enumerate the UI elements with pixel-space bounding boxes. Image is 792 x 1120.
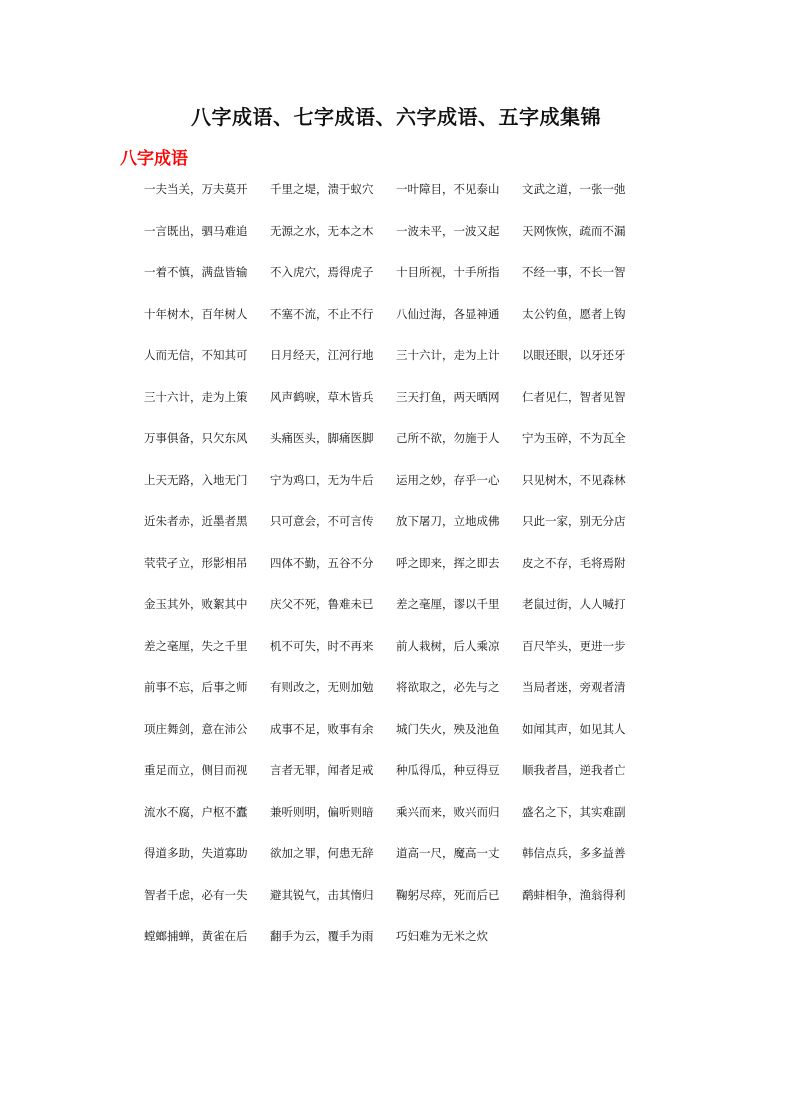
idiom-item: 差之毫厘，谬以千里: [396, 597, 500, 611]
idiom-item: 一叶障目，不见泰山: [396, 182, 500, 196]
idiom-item: 避其锐气，击其惰归: [270, 887, 374, 902]
idiom-item: 机不可失，时不再来: [270, 638, 374, 653]
idiom-item: 韩信点兵，多多益善: [522, 846, 626, 860]
idiom-item: 三十六计，走为上计: [396, 348, 500, 362]
idiom-item: 差之毫厘，失之千里: [144, 638, 248, 653]
idiom-item: 无源之水，无本之木: [270, 223, 374, 238]
idiom-item: 三天打鱼，两天晒网: [396, 389, 500, 404]
idiom-item: 头痛医头，脚痛医脚: [270, 431, 374, 445]
idiom-item: 乘兴而来，败兴而归: [396, 804, 500, 819]
idiom-item: 鞠躬尽瘁，死而后已: [396, 887, 500, 902]
idiom-item: 八仙过海，各显神通: [396, 306, 500, 321]
idiom-item: 鹬蚌相争，渔翁得利: [522, 887, 626, 902]
idiom-item: 言者无罪，闻者足戒: [270, 763, 374, 777]
idiom-item: 只见树木，不见森林: [522, 472, 626, 487]
idiom-item: 运用之妙，存乎一心: [396, 472, 500, 487]
idiom-grid: [144, 176, 644, 965]
idiom-item: 重足而立，侧目而视: [144, 763, 248, 777]
idiom-item: 庆父不死，鲁难未已: [270, 597, 374, 611]
idiom-item: 欲加之罪，何患无辞: [270, 846, 374, 860]
idiom-item: 有则改之，无则加勉: [270, 680, 374, 694]
idiom-item: 将欲取之，必先与之: [396, 680, 500, 694]
idiom-item: 千里之堤，溃于蚁穴: [270, 182, 374, 196]
idiom-item: 老鼠过街，人人喊打: [522, 597, 626, 611]
idiom-item: 一着不慎，满盘皆输: [144, 265, 248, 279]
idiom-item: 得道多助，失道寡助: [144, 846, 248, 860]
idiom-item: 己所不欲，勿施于人: [396, 431, 500, 445]
idiom-item: 放下屠刀，立地成佛: [396, 514, 500, 528]
idiom-item: 风声鹤唳，草木皆兵: [270, 389, 374, 404]
idiom-item: 金玉其外，败絮其中: [144, 597, 248, 611]
idiom-item: 道高一尺，魔高一丈: [396, 846, 500, 860]
idiom-item: 人而无信，不知其可: [144, 348, 248, 362]
idiom-item: 呼之即来，挥之即去: [396, 555, 500, 570]
idiom-item: 以眼还眼，以牙还牙: [522, 348, 626, 362]
idiom-item: 万事俱备，只欠东风: [144, 431, 248, 445]
idiom-item: 不塞不流，不止不行: [270, 306, 374, 321]
idiom-item: 兼听则明，偏听则暗: [270, 804, 374, 819]
page-title: 八字成语、七字成语、六字成语、五字成集锦: [191, 105, 601, 129]
idiom-item: 当局者迷，旁观者清: [522, 680, 626, 694]
idiom-item: 太公钓鱼，愿者上钩: [522, 306, 626, 321]
idiom-item: 城门失火，殃及池鱼: [396, 721, 500, 736]
idiom-item: 仁者见仁，智者见智: [522, 389, 626, 404]
idiom-item: 项庄舞剑，意在沛公: [144, 721, 248, 736]
idiom-item: 翻手为云，覆手为雨: [270, 929, 374, 943]
idiom-item: 天网恢恢，疏而不漏: [522, 223, 626, 238]
idiom-item: 三十六计，走为上策: [144, 389, 248, 404]
idiom-item: 茕茕孑立，形影相吊: [144, 555, 248, 570]
idiom-item: 只可意会，不可言传: [270, 514, 374, 528]
idiom-item: 近朱者赤，近墨者黑: [144, 514, 248, 528]
idiom-item: 一波未平，一波又起: [396, 223, 500, 238]
idiom-item: 不入虎穴，焉得虎子: [270, 265, 374, 279]
idiom-item: 不经一事，不长一智: [522, 265, 626, 279]
idiom-item: 宁为玉碎，不为瓦全: [522, 431, 626, 445]
idiom-item: 流水不腐，户枢不蠹: [144, 804, 248, 819]
idiom-item: 盛名之下，其实难副: [522, 804, 626, 819]
idiom-item: 智者千虑，必有一失: [144, 887, 248, 902]
idiom-item: 如闻其声，如见其人: [522, 721, 626, 736]
idiom-item: 皮之不存，毛将焉附: [522, 555, 626, 570]
idiom-item: 种瓜得瓜，种豆得豆: [396, 763, 500, 777]
idiom-item: 成事不足，败事有余: [270, 721, 374, 736]
idiom-item: 文武之道，一张一弛: [522, 182, 626, 196]
idiom-item: 日月经天，江河行地: [270, 348, 374, 362]
idiom-item: 一言既出，驷马难追: [144, 223, 248, 238]
idiom-item: 前人栽树，后人乘凉: [396, 638, 500, 653]
idiom-item: 前事不忘，后事之师: [144, 680, 248, 694]
idiom-item: 巧妇难为无米之炊: [396, 929, 488, 943]
idiom-item: 螳螂捕蝉，黄雀在后: [144, 929, 248, 943]
idiom-item: 十年树木，百年树人: [144, 306, 248, 321]
idiom-item: 宁为鸡口，无为牛后: [270, 472, 374, 487]
idiom-item: 百尺竿头，更进一步: [522, 638, 626, 653]
idiom-item: 上天无路，入地无门: [144, 472, 248, 487]
idiom-item: 顺我者昌，逆我者亡: [522, 763, 626, 777]
section-heading-eight-char: 八字成语: [120, 149, 188, 169]
idiom-item: 四体不勤，五谷不分: [270, 555, 374, 570]
idiom-item: 一夫当关，万夫莫开: [144, 182, 248, 196]
idiom-item: 十目所视，十手所指: [396, 265, 500, 279]
idiom-item: 只此一家，别无分店: [522, 514, 626, 528]
